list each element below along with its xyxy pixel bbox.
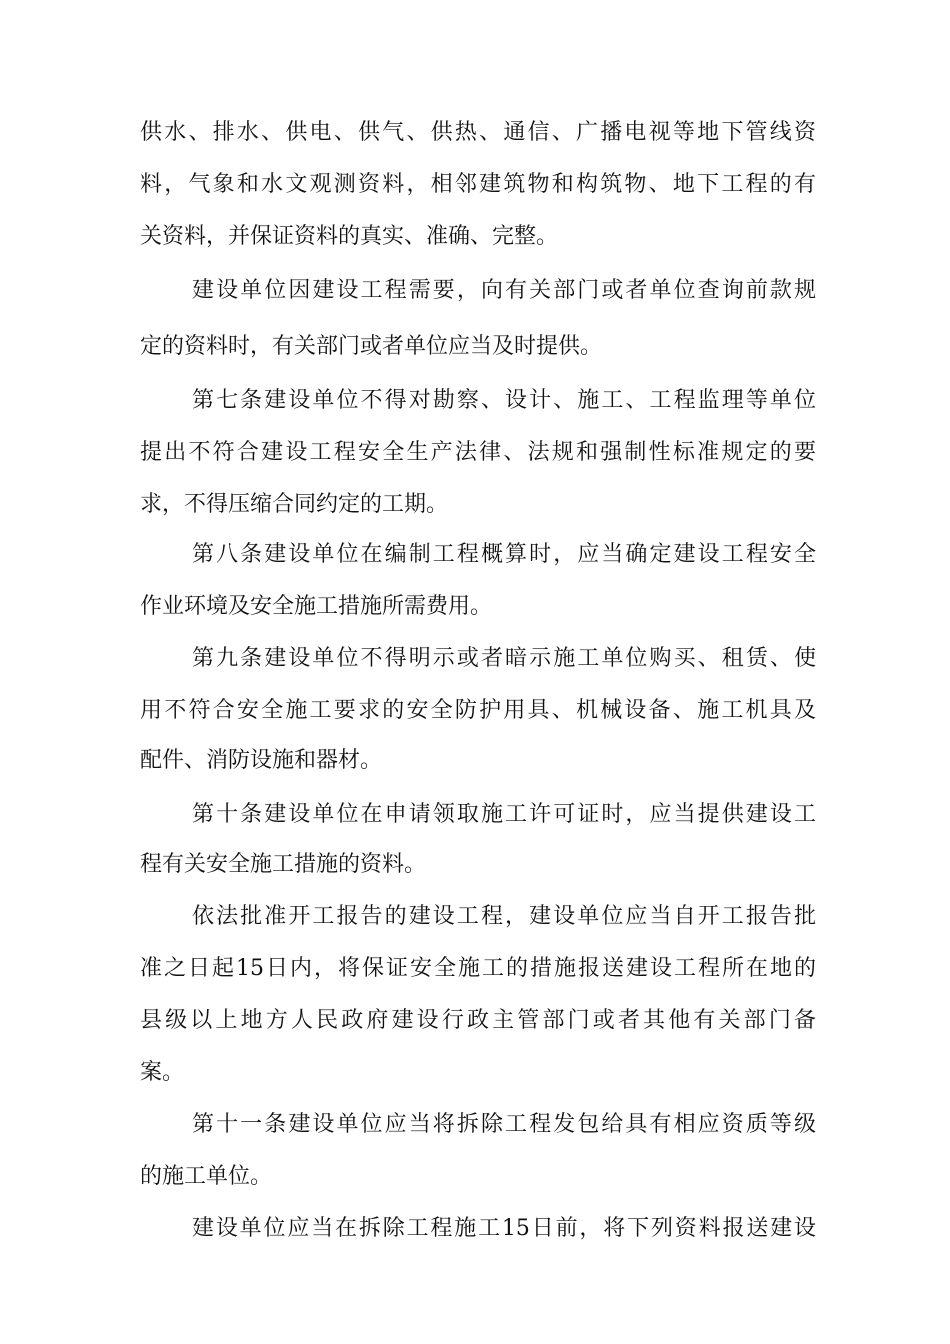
- text-line: 用不符合安全施工要求的安全防护用具、机械设备、施工机具及: [140, 698, 816, 723]
- text-line: 供水、排水、供电、供气、供热、通信、广播电视等地下管线资: [140, 120, 816, 145]
- text-line: 第七条建设单位不得对勘察、设计、施工、工程监理等单位: [192, 388, 816, 413]
- text-line: 县级以上地方人民政府建设行政主管部门或者其他有关部门备: [140, 1008, 816, 1033]
- text-line: 配件、消防设施和器材。: [140, 748, 383, 773]
- text-line: 第十一条建设单位应当将拆除工程发包给具有相应资质等级: [192, 1112, 816, 1137]
- text-line: 求，不得压缩合同约定的工期。: [140, 492, 449, 517]
- text-line: 料，气象和水文观测资料，相邻建筑物和构筑物、地下工程的有: [140, 172, 816, 197]
- text-line: 第九条建设单位不得明示或者暗示施工单位购买、租赁、使: [192, 646, 816, 671]
- text-line: 定的资料时，有关部门或者单位应当及时提供。: [140, 334, 603, 359]
- text-line: 的施工单位。: [140, 1164, 273, 1189]
- text-line: 关资料，并保证资料的真实、准确、完整。: [140, 224, 559, 249]
- text-line: 建设单位应当在拆除工程施工15日前，将下列资料报送建设: [192, 1216, 816, 1241]
- text-line: 提出不符合建设工程安全生产法律、法规和强制性标准规定的要: [140, 440, 816, 465]
- text-line: 程有关安全施工措施的资料。: [140, 852, 427, 877]
- text-line: 作业环境及安全施工措施所需费用。: [140, 594, 493, 619]
- text-line: 案。: [140, 1060, 185, 1085]
- text-line: 准之日起15日内，将保证安全施工的措施报送建设工程所在地的: [140, 956, 816, 981]
- text-line: 依法批准开工报告的建设工程，建设单位应当自开工报告批: [192, 904, 816, 929]
- text-line: 第十条建设单位在申请领取施工许可证时，应当提供建设工: [192, 802, 816, 827]
- text-line: 第八条建设单位在编制工程概算时，应当确定建设工程安全: [192, 542, 816, 567]
- text-line: 建设单位因建设工程需要，向有关部门或者单位查询前款规: [192, 278, 816, 303]
